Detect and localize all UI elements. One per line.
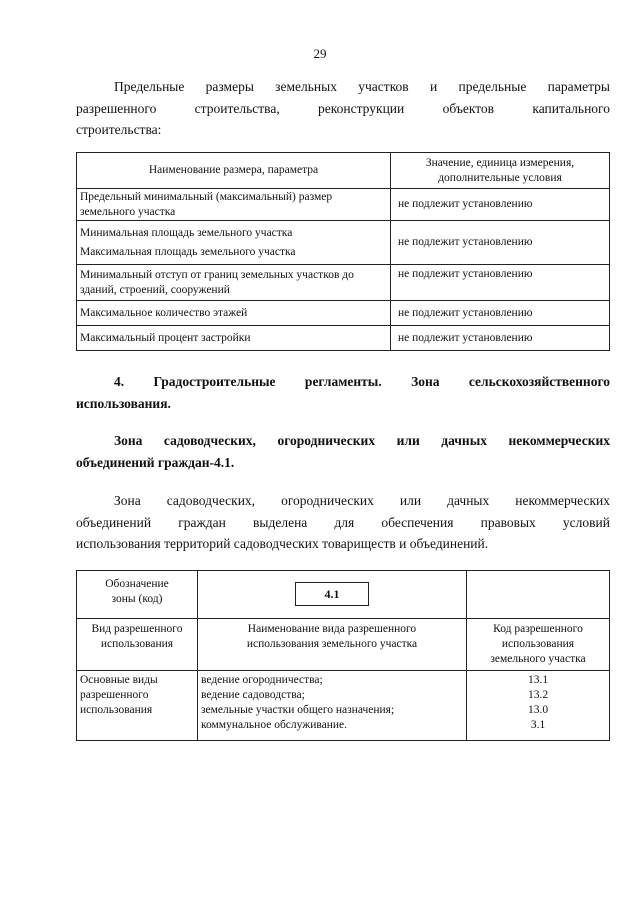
main-uses-line: использования (80, 704, 153, 716)
use-code: 13.0 (527, 704, 549, 716)
main-uses-line: Основные виды (80, 674, 158, 686)
param-name-cell: Максимальное количество этажей (77, 301, 391, 326)
param-name-line: Минимальная площадь земельного участка (80, 226, 293, 239)
main-uses-label-cell (77, 671, 198, 741)
zone-code-box: 4.1 (295, 582, 369, 606)
param-name-line: Предельный минимальный (максимальный) размер (80, 190, 333, 203)
description-line: использования территорий садоводческих товариществ и объединений. (76, 536, 489, 551)
use-code-header (467, 619, 610, 671)
param-value-cell: не подлежит установлению (391, 326, 610, 351)
table-row (77, 189, 610, 221)
table-row (77, 326, 610, 351)
param-name-line: Минимальный отступ от границ земельных участков до (80, 268, 354, 281)
header-value-cell (391, 153, 610, 189)
zone-heading (76, 430, 610, 473)
header-value-line: дополнительные условия (438, 171, 562, 184)
zone-description (76, 490, 610, 555)
intro-line: строительства: (76, 122, 162, 137)
param-value-cell: не подлежит установлению (391, 301, 610, 326)
zone-code-row (77, 571, 610, 619)
section-4-heading (76, 371, 610, 414)
zone-empty-cell (467, 571, 610, 619)
parameters-table (76, 152, 610, 351)
zone-label-line: Обозначение (105, 578, 169, 590)
header-line: использования земельного участка (246, 638, 418, 650)
list-item: коммунальное обслуживание. (201, 719, 348, 731)
heading-line: Зона садоводческих, огороднических или дачных некоммерческих (114, 433, 610, 448)
table-row (77, 221, 610, 265)
intro-line: разрешенного строительства, реконструкции объектов капитального (76, 100, 610, 116)
use-code: 13.2 (527, 689, 549, 701)
param-value-cell: не подлежит установлению (391, 221, 610, 265)
description-line: объединений граждан выделена для обеспечения правовых условий (76, 514, 610, 530)
param-name-cell (77, 265, 391, 301)
use-code: 13.1 (527, 674, 549, 686)
list-item: ведение садоводства; (201, 689, 305, 701)
param-name-line: зданий, строений, сооружений (80, 283, 230, 296)
use-code: 3.1 (530, 719, 546, 731)
zone-label-line: зоны (код) (111, 593, 163, 605)
heading-line: 4. Градостроительные регламенты. Зона сельскохозяйственного (114, 374, 610, 389)
header-name: Наименование размера, параметра (148, 164, 319, 176)
use-name-header (198, 619, 467, 671)
intro-line: Предельные размеры земельных участков и предельные параметры (114, 79, 610, 94)
main-uses-line: разрешенного (80, 689, 149, 701)
header-line: использования (100, 638, 174, 650)
use-codes-cell (467, 671, 610, 741)
table-header-row (77, 153, 610, 189)
param-name-line: Максимальная площадь земельного участка (80, 245, 296, 258)
param-name-cell (77, 189, 391, 221)
table-row (77, 265, 610, 301)
header-line: Вид разрешенного (91, 623, 183, 635)
table-row (77, 301, 610, 326)
main-uses-row (77, 671, 610, 741)
param-value-cell: не подлежит установлению (391, 189, 610, 221)
heading-line: объединений граждан-4.1. (76, 454, 235, 470)
header-name-cell (77, 153, 391, 189)
param-name-cell: Максимальный процент застройки (77, 326, 391, 351)
page-number: 29 (313, 46, 327, 61)
zone-code-cell (198, 571, 467, 619)
param-name-line: земельного участка (80, 205, 176, 218)
header-line: использования (501, 638, 575, 650)
header-value-line: Значение, единица измерения, (425, 156, 575, 169)
header-line: Код разрешенного (493, 623, 583, 635)
param-name-cell (77, 221, 391, 265)
zone-header-row (77, 619, 610, 671)
intro-paragraph (76, 76, 610, 141)
zone-label-cell (77, 571, 198, 619)
use-names-cell (198, 671, 467, 741)
heading-line: использования. (76, 395, 171, 411)
header-line: Наименование вида разрешенного (247, 623, 417, 635)
zone-table (76, 570, 610, 741)
list-item: ведение огородничества; (201, 674, 323, 686)
use-type-header (77, 619, 198, 671)
description-line: Зона садоводческих, огороднических или дачных некоммерческих (114, 493, 610, 508)
header-line: земельного участка (490, 653, 586, 665)
param-value-cell: не подлежит установлению (391, 265, 610, 301)
list-item: земельные участки общего назначения; (201, 704, 395, 716)
